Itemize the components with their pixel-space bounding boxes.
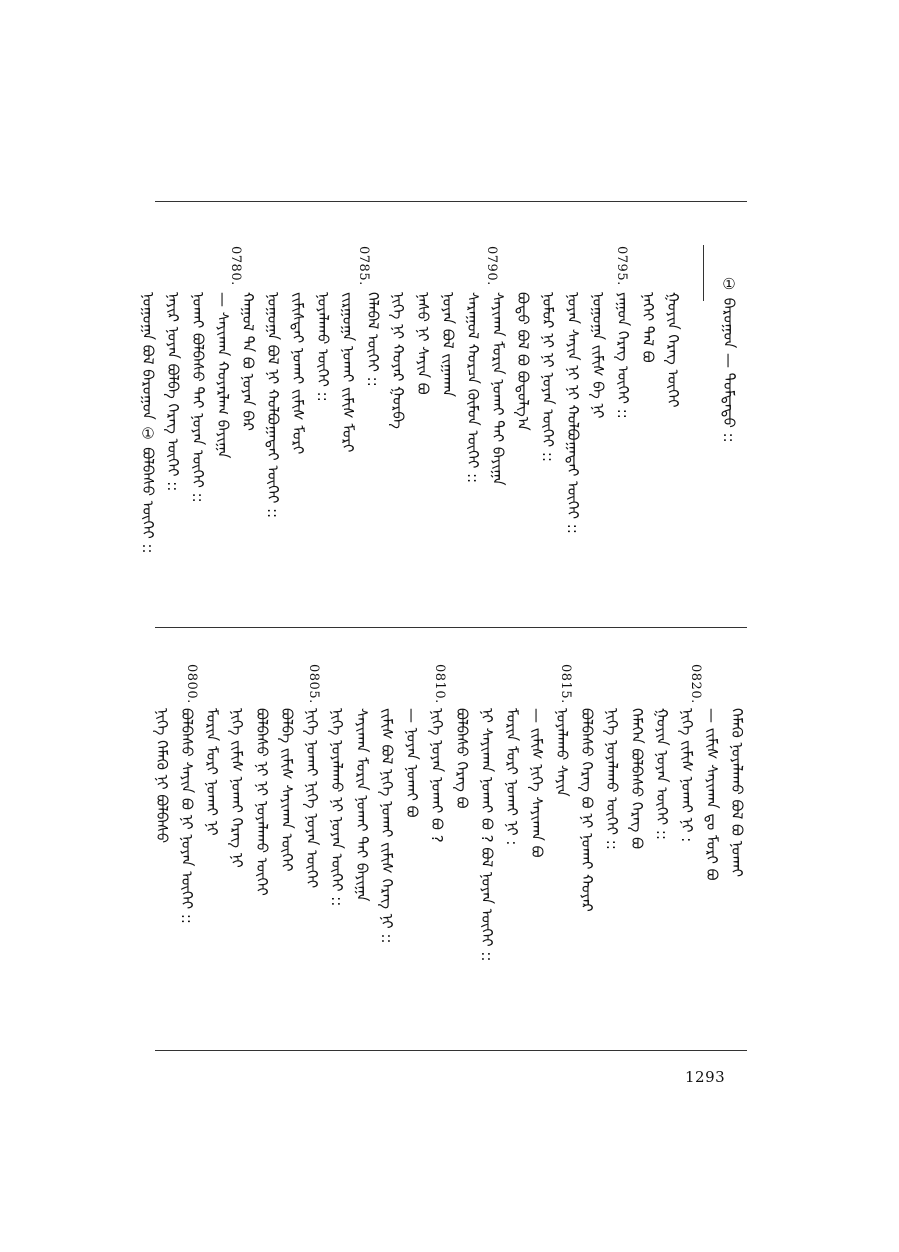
verse-line: — ᠵᠢᠮᠢᠰ ᠨᠢᠭᠡ ᠰᠠᠶᠢᠬᠠᠨ ᠪᠣ [528,708,546,858]
verse-line: ᠰᠠᠶᠢᠬᠠᠨ ᠮᠣᠷᠢᠨ ᠨᠣᠬᠠᠢ ᠲᠠᠢ ᠪᠠᠶᠢᠭᠠ [353,708,371,902]
verse-line: ᠵᠢᠮᠢᠰ ᠪᠣᠯ ᠨᠢᠭᠡ ᠨᠣᠬᠠᠢ ᠵᠢᠮᠢᠰ ᠬᠡᠷᠡᠭ ᠨᠢ :: [378,708,396,944]
verse-line: ᠪᠣᠳᠣ ᠪᠣᠯ ᠪᠣ ᠪᠣᠳᠣᠯᠭ᠎ᠠ [514,292,532,431]
verse-line: ᠪᠣᠯᠪᠠᠰᠤ ᠬᠡᠷᠡᠭ ᠪᠣ ᠨᠢ ᠨᠣᠬᠠᠢ ᠬᠣᠶᠠᠷ [578,708,596,912]
verse-line: ᠪᠣᠯᠪᠠ ᠵᠢᠮᠢᠰ ᠰᠠᠶᠢᠬᠠᠨ ᠦᠭᠡᠢ [278,708,296,872]
verse-line: ᠨᠣᠶᠠᠨ ᠪᠣᠯ ᠵᠢᠭᠠᠬᠠᠨ [439,292,457,398]
verse-line: ᠨᠣᠶᠠᠨ ᠰᠠᠶᠢᠨ ᠨᠢ ᠨᠢ ᠬᠣᠯᠪᠣᠭᠠᠳᠠᠢ ᠦᠭᠡᠢ :: [564,292,582,534]
top-rule [155,201,747,202]
footnote-text: ① ᠪᠠᠷᠤᠭᠤᠨ — ᠳᠤᠮᠳᠠᠳᠤ :: [720,275,738,443]
line-number: 0820. [688,664,703,704]
verse-line: ᠨᠢᠭᠡ ᠨᠣᠶᠠᠯᠠᠬᠤ ᠨᠢ ᠨᠣᠶᠠᠨ ᠦᠭᠡᠢ :: [328,708,346,907]
verse-line: ᠮᠣᠷᠢᠨ ᠮᠣᠷᠢ ᠨᠣᠬᠠᠢ ᠨᠢ : [503,708,521,846]
verse-line: ᠨᠢᠭᠡ ᠬᠡᠮᠡᠬᠦ ᠨᠢ ᠪᠣᠯᠪᠠᠰᠤ [153,708,171,844]
verse-line: — ᠨᠣᠶᠠᠨ ᠨᠣᠬᠠᠢ ᠪᠣ [403,708,421,818]
verse-line: ᠰᠠᠷᠠᠭᠤᠯ ᠬᠤᠷᠴᠠ ᠬᠦᠮᠦᠨ ᠦᠭᠡᠢ :: [464,292,482,484]
verse-line: ᠵᠢᠮᠢᠰᠲᠡᠢ ᠨᠣᠬᠠᠢ ᠵᠢᠮᠢᠰ ᠮᠣᠷᠢ [289,292,307,455]
verse-line: ᠮᠣᠷᠢᠨ ᠮᠣᠷᠢ ᠨᠣᠬᠠᠢ ᠨᠢ [203,708,221,836]
verse-line: ᠬᠡᠮᠡᠭᠡᠨ ᠪᠣᠯᠪᠠᠰᠤ ᠬᠡᠷᠡᠭ ᠪᠣ [628,708,646,850]
verse-line: — ᠵᠢᠮᠢᠰ ᠰᠠᠶᠢᠬᠠᠨ ᠳᠤ ᠮᠣᠷᠢ ᠪᠣ [703,708,721,881]
verse-line: ᠨᠣᠶᠠᠯᠠᠬᠤ ᠦᠭᠡᠢ :: [314,292,332,402]
line-number: 0780. [228,246,243,286]
verse-line: ᠰᠠᠶᠢᠬᠠᠨ ᠮᠣᠷᠢᠨ ᠨᠣᠬᠠᠢ ᠲᠠᠢ ᠪᠠᠶᠢᠭᠠ [489,292,507,486]
verse-line: ᠪᠣᠯᠪᠠᠰᠤ ᠨᠢ ᠨᠢ ᠨᠣᠶᠠᠯᠠᠬᠤ ᠦᠭᠡᠢ [253,708,271,896]
line-number: 0815. [558,664,573,704]
verse-line: ᠪᠣᠯᠪᠠᠰᠤ ᠰᠠᠶᠢᠨ ᠪᠣ ᠨᠢ ᠨᠣᠶᠠᠨ ᠦᠭᠡᠢ :: [178,708,196,924]
verse-line: — ᠰᠠᠶᠢᠬᠠᠨ ᠬᠣᠶᠠᠷᠯᠠᠭ ᠪᠠᠶᠢᠭᠠ [214,292,232,459]
verse-line: ᠨᠡᠬᠡᠢ ᠳᠡᠯ ᠪᠣ [639,292,657,363]
verse-line: ᠨᠠᠰᠤ ᠨᠢ ᠰᠠᠶᠢᠨ ᠪᠣ [414,292,432,395]
line-number: 0810. [432,664,447,704]
verse-line: ᠬᠠᠭᠤᠯ ᠲᠠ ᠪᠣ ᠨᠣᠶᠠᠨ ᠪᠡᠷ [239,292,257,431]
middle-rule [155,627,747,628]
line-number: 0800. [184,664,199,704]
verse-line: ᠭᠤᠶᠢᠨ ᠨᠣᠶᠠᠨ ᠦᠭᠡᠢ :: [653,708,671,841]
verse-line: ᠨᠢᠭᠡ ᠨᠢ ᠬᠣᠶᠠᠷ ᠭᠤᠷᠪᠠ [389,292,407,429]
line-number: 0785. [356,246,371,286]
verse-line: ᠨᠣᠬᠠᠢ ᠪᠣᠯᠪᠠᠰᠤ ᠲᠠᠢ ᠨᠣᠶᠠᠨ ᠦᠭᠡᠢ :: [189,292,207,503]
bottom-rule [155,1050,747,1051]
verse-line: ᠨᠢᠭᠡ ᠵᠢᠮᠢᠰ ᠨᠣᠬᠠᠢ ᠬᠡᠷᠡᠭ ᠨᠢ [228,708,246,868]
verse-line: ᠨᠠᠶᠢᠷ ᠨᠣᠶᠠᠨ ᠪᠣᠯᠪᠠ ᠬᠡᠷᠡᠭ ᠦᠭᠡᠢ :: [164,292,182,492]
verse-line: ᠨᠢᠭᠡ ᠨᠣᠶᠠᠨ ᠨᠣᠬᠠᠢ ᠪᠣ ? [428,708,446,843]
verse-line: ᠬᠡᠮᠡᠬᠦ ᠨᠣᠶᠠᠯᠠᠬᠤ ᠪᠣᠯ ᠪᠣ ᠨᠣᠬᠠᠢ [728,708,746,877]
verse-line: ᠨᠣᠮᠣᠷ ᠨᠢ ᠨᠢ ᠨᠣᠶᠠᠨ ᠦᠭᠡᠢ :: [539,292,557,463]
line-number: 0805. [306,664,321,704]
verse-line: ᠭᠤᠶᠢᠨ ᠬᠡᠷᠡᠭ ᠦᠭᠡᠢ [664,292,682,408]
verse-line: ᠶᠠᠭᠤᠨ ᠬᠡᠷᠡᠭ ᠦᠭᠡᠢ :: [614,292,632,419]
line-number: 0790. [484,246,499,286]
verse-line: ᠵᠢᠷᠭᠤᠭᠠ ᠨᠣᠬᠠᠢ ᠵᠢᠮᠢᠰ ᠮᠣᠷᠢ [339,292,357,453]
verse-line: ᠨᠢᠭᠡ ᠨᠣᠬᠠᠢ ᠨᠢᠭᠡ ᠨᠣᠶᠠᠨ ᠦᠭᠡᠢ [303,708,321,889]
line-number: 0795. [614,246,629,286]
verse-line: ᠪᠣᠯᠪᠠᠰᠤ ᠬᠡᠷᠡᠭ ᠪᠣ [453,708,471,809]
verse-line: ᠨᠣᠭᠤᠭᠠ ᠵᠢᠮᠢᠰ ᠪᠠ ᠨᠢ [589,292,607,419]
verse-line: ᠨᠢᠭᠡ ᠨᠣᠶᠠᠯᠠᠬᠤ ᠦᠭᠡᠢ :: [603,708,621,850]
page-number: 1293 [685,1068,726,1086]
verse-line: ᠨᠢᠭᠡ ᠵᠢᠮᠢᠰ ᠨᠣᠬᠠᠢ ᠨᠢ : [678,708,696,843]
verse-line: ᠨᠣᠭᠤᠭᠠ ᠪᠣᠯ ᠪᠠᠷᠤᠭᠤᠨ ① ᠪᠣᠯᠪᠠᠰᠤ ᠦᠭᠡᠢ :: [139,292,157,554]
verse-line: ᠨᠣᠶᠠᠯᠠᠬᠤ ᠰᠠᠶᠢᠨ [553,708,571,797]
footnote-separator [703,245,704,301]
verse-line: ᠬᠡᠯᠡᠪᠡᠯ ᠦᠭᠡᠢ :: [364,292,382,387]
verse-line: ᠨᠢ ᠰᠠᠶᠢᠬᠠᠨ ᠨᠣᠬᠠᠢ ᠪᠣ ? ᠪᠣᠯ ᠨᠣᠶᠠᠨ ᠦᠭᠡᠢ :: [478,708,496,962]
verse-line: ᠨᠣᠭᠤᠭᠠ ᠪᠣᠯ ᠨᠢ ᠬᠣᠯᠪᠣᠭᠠᠳᠠᠢ ᠦᠭᠡᠢ :: [264,292,282,519]
